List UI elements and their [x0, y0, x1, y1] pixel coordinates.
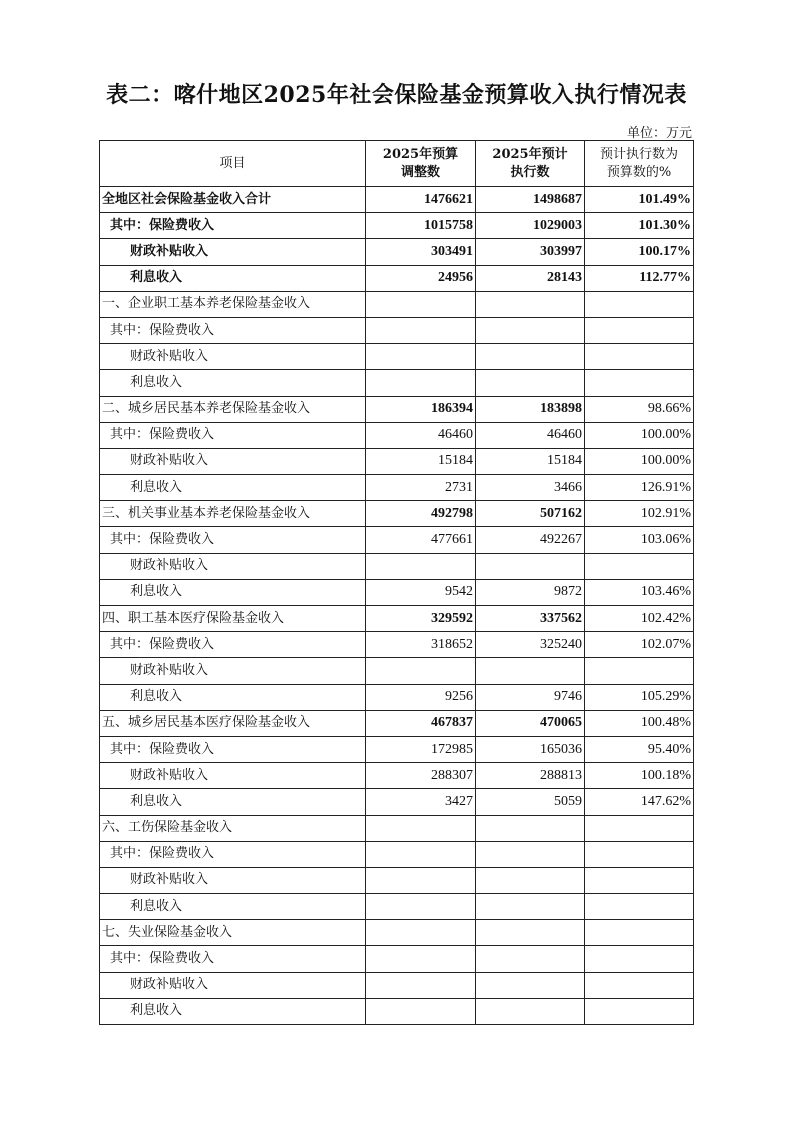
- table-row: [100, 448, 694, 474]
- budget-value: 46460: [366, 422, 476, 448]
- percent-value: 100.00%: [585, 448, 694, 474]
- row-label: 其中：保险费收入: [100, 841, 366, 867]
- unit-label: 单位：万元: [626, 126, 692, 141]
- budget-value: 303491: [366, 239, 476, 265]
- budget-value: 318652: [366, 632, 476, 658]
- row-label: 二、城乡居民基本养老保险基金收入: [100, 396, 366, 422]
- execution-value: 5059: [476, 789, 585, 815]
- percent-value: 147.62%: [585, 789, 694, 815]
- budget-value: [366, 291, 476, 317]
- row-label: 利息收入: [100, 265, 366, 291]
- execution-value: [476, 291, 585, 317]
- budget-value: 492798: [366, 501, 476, 527]
- row-label: 利息收入: [100, 894, 366, 920]
- execution-value: [476, 972, 585, 998]
- budget-value: [366, 841, 476, 867]
- table-row: [100, 736, 694, 762]
- row-label: 其中：保险费收入: [100, 736, 366, 762]
- table-row: [100, 972, 694, 998]
- row-label: 其中：保险费收入: [100, 317, 366, 343]
- table-row: [100, 422, 694, 448]
- row-label: 其中：保险费收入: [100, 422, 366, 448]
- row-label: 财政补贴收入: [100, 763, 366, 789]
- percent-value: 102.91%: [585, 501, 694, 527]
- execution-value: 288813: [476, 763, 585, 789]
- execution-value: 46460: [476, 422, 585, 448]
- budget-value: 186394: [366, 396, 476, 422]
- budget-value: [366, 998, 476, 1024]
- percent-value: [585, 972, 694, 998]
- budget-value: [366, 658, 476, 684]
- table-row: [100, 239, 694, 265]
- percent-value: [585, 946, 694, 972]
- table-row: [100, 606, 694, 632]
- row-label: 利息收入: [100, 684, 366, 710]
- percent-value: 102.42%: [585, 606, 694, 632]
- table-row: [100, 265, 694, 291]
- row-label: 利息收入: [100, 998, 366, 1024]
- budget-value: [366, 920, 476, 946]
- header-pct-line1: 预计执行数为: [599, 146, 678, 162]
- execution-value: 325240: [476, 632, 585, 658]
- budget-value: [366, 815, 476, 841]
- percent-value: 101.49%: [585, 187, 694, 213]
- table-row: [100, 789, 694, 815]
- revenue-table: [99, 140, 694, 1025]
- budget-value: 3427: [366, 789, 476, 815]
- row-label: 财政补贴收入: [100, 239, 366, 265]
- budget-value: 467837: [366, 710, 476, 736]
- header-budget: [366, 141, 476, 187]
- execution-value: [476, 920, 585, 946]
- percent-value: [585, 920, 694, 946]
- percent-value: 101.30%: [585, 213, 694, 239]
- execution-value: 470065: [476, 710, 585, 736]
- table-header-row: [100, 141, 694, 187]
- execution-value: 9746: [476, 684, 585, 710]
- header-budget-line2: 调整数: [400, 164, 440, 180]
- table-row: [100, 187, 694, 213]
- budget-value: 1476621: [366, 187, 476, 213]
- percent-value: 112.77%: [585, 265, 694, 291]
- execution-value: [476, 815, 585, 841]
- header-exec-line1: 2025年预计: [492, 146, 568, 162]
- budget-value: 477661: [366, 527, 476, 553]
- table-row: [100, 501, 694, 527]
- percent-value: 100.17%: [585, 239, 694, 265]
- execution-value: 165036: [476, 736, 585, 762]
- execution-value: [476, 344, 585, 370]
- row-label: 其中：保险费收入: [100, 632, 366, 658]
- execution-value: [476, 867, 585, 893]
- table-row: [100, 684, 694, 710]
- budget-value: 15184: [366, 448, 476, 474]
- percent-value: [585, 815, 694, 841]
- execution-value: 28143: [476, 265, 585, 291]
- execution-value: [476, 894, 585, 920]
- table-row: [100, 920, 694, 946]
- budget-value: 24956: [366, 265, 476, 291]
- budget-value: 288307: [366, 763, 476, 789]
- row-label: 全地区社会保险基金收入合计: [100, 187, 366, 213]
- row-label: 其中：保险费收入: [100, 213, 366, 239]
- percent-value: [585, 370, 694, 396]
- execution-value: 3466: [476, 475, 585, 501]
- table-row: [100, 317, 694, 343]
- budget-value: [366, 317, 476, 343]
- row-label: 财政补贴收入: [100, 867, 366, 893]
- budget-value: 9256: [366, 684, 476, 710]
- header-pct: [585, 141, 694, 187]
- execution-value: 183898: [476, 396, 585, 422]
- percent-value: [585, 317, 694, 343]
- table-row: [100, 527, 694, 553]
- row-label: 六、工伤保险基金收入: [100, 815, 366, 841]
- budget-value: [366, 867, 476, 893]
- header-item: [100, 141, 366, 187]
- table-row: [100, 213, 694, 239]
- row-label: 利息收入: [100, 789, 366, 815]
- row-label: 七、失业保险基金收入: [100, 920, 366, 946]
- budget-value: [366, 946, 476, 972]
- row-label: 财政补贴收入: [100, 448, 366, 474]
- percent-value: [585, 894, 694, 920]
- table-row: [100, 763, 694, 789]
- percent-value: 102.07%: [585, 632, 694, 658]
- execution-value: [476, 370, 585, 396]
- table-row: [100, 579, 694, 605]
- budget-value: 1015758: [366, 213, 476, 239]
- table-row: [100, 815, 694, 841]
- row-label: 财政补贴收入: [100, 344, 366, 370]
- table-row: [100, 396, 694, 422]
- execution-value: 1498687: [476, 187, 585, 213]
- table-row: [100, 946, 694, 972]
- table-row: [100, 841, 694, 867]
- percent-value: 100.18%: [585, 763, 694, 789]
- table-row: [100, 894, 694, 920]
- execution-value: 15184: [476, 448, 585, 474]
- table-row: [100, 344, 694, 370]
- percent-value: 103.46%: [585, 579, 694, 605]
- table-row: [100, 632, 694, 658]
- budget-value: [366, 972, 476, 998]
- execution-value: [476, 946, 585, 972]
- row-label: 利息收入: [100, 579, 366, 605]
- percent-value: [585, 998, 694, 1024]
- percent-value: 100.00%: [585, 422, 694, 448]
- row-label: 其中：保险费收入: [100, 527, 366, 553]
- percent-value: 100.48%: [585, 710, 694, 736]
- header-exec-line2: 执行数: [510, 164, 550, 180]
- table-row: [100, 710, 694, 736]
- row-label: 财政补贴收入: [100, 553, 366, 579]
- header-exec: [476, 141, 585, 187]
- execution-value: [476, 998, 585, 1024]
- execution-value: [476, 658, 585, 684]
- execution-value: 507162: [476, 501, 585, 527]
- budget-value: [366, 344, 476, 370]
- table-row: [100, 998, 694, 1024]
- table-row: [100, 867, 694, 893]
- budget-value: [366, 894, 476, 920]
- table-row: [100, 475, 694, 501]
- percent-value: [585, 867, 694, 893]
- budget-value: 9542: [366, 579, 476, 605]
- row-label: 四、职工基本医疗保险基金收入: [100, 606, 366, 632]
- budget-value: 172985: [366, 736, 476, 762]
- percent-value: 98.66%: [585, 396, 694, 422]
- row-label: 三、机关事业基本养老保险基金收入: [100, 501, 366, 527]
- table-row: [100, 658, 694, 684]
- percent-value: [585, 344, 694, 370]
- row-label: 利息收入: [100, 475, 366, 501]
- row-label: 财政补贴收入: [100, 972, 366, 998]
- row-label: 其中：保险费收入: [100, 946, 366, 972]
- execution-value: [476, 841, 585, 867]
- execution-value: 1029003: [476, 213, 585, 239]
- row-label: 一、企业职工基本养老保险基金收入: [100, 291, 366, 317]
- table-row: [100, 553, 694, 579]
- percent-value: [585, 841, 694, 867]
- percent-value: 95.40%: [585, 736, 694, 762]
- document-title: 表二：喀什地区2025年社会保险基金预算收入执行情况表: [106, 82, 687, 108]
- percent-value: 126.91%: [585, 475, 694, 501]
- table-row: [100, 370, 694, 396]
- budget-value: [366, 370, 476, 396]
- table-row: [100, 291, 694, 317]
- budget-value: [366, 553, 476, 579]
- header-pct-line2: 预算数的%: [606, 164, 672, 180]
- percent-value: [585, 658, 694, 684]
- execution-value: 9872: [476, 579, 585, 605]
- execution-value: [476, 553, 585, 579]
- percent-value: [585, 291, 694, 317]
- execution-value: 337562: [476, 606, 585, 632]
- row-label: 财政补贴收入: [100, 658, 366, 684]
- row-label: 利息收入: [100, 370, 366, 396]
- execution-value: [476, 317, 585, 343]
- execution-value: 303997: [476, 239, 585, 265]
- row-label: 五、城乡居民基本医疗保险基金收入: [100, 710, 366, 736]
- header-budget-line1: 2025年预算: [382, 146, 459, 162]
- budget-value: 329592: [366, 606, 476, 632]
- header-item-label: 项目: [219, 155, 246, 171]
- percent-value: [585, 553, 694, 579]
- percent-value: 103.06%: [585, 527, 694, 553]
- execution-value: 492267: [476, 527, 585, 553]
- percent-value: 105.29%: [585, 684, 694, 710]
- budget-value: 2731: [366, 475, 476, 501]
